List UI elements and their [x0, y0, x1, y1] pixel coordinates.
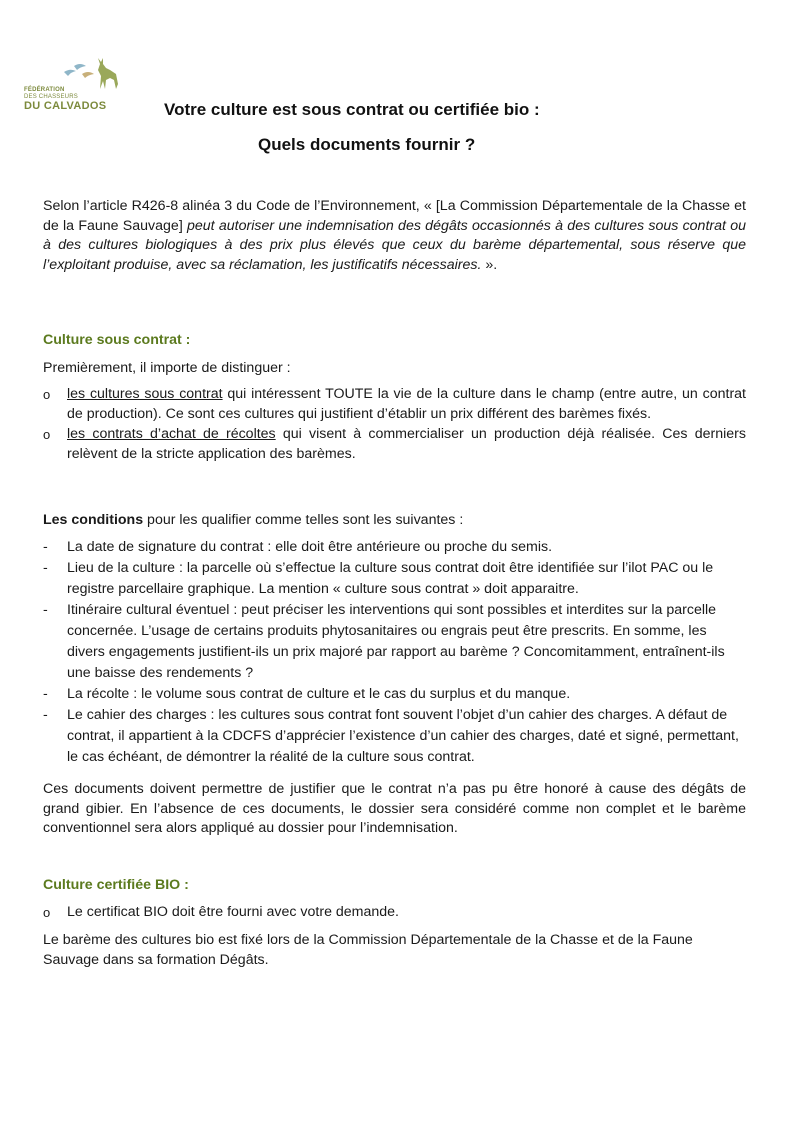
intro-quote-italic: peut autoriser une indemnisation des dégâts occasionnés à des cultures sous contrat ou à des cultures biologiques à des prix plus élevés que ceux du barème départemental, sous réserve que l’exploitant produise, avec sa réclamation, les justificatifs nécessaires.: [43, 217, 746, 273]
list-item: [43, 902, 746, 923]
circle-bullet: o: [43, 427, 51, 442]
page-title-line-1: Votre culture est sous contrat ou certifiée bio :: [164, 100, 540, 119]
condition-text: Lieu de la culture : la parcelle où s’effectue la culture sous contrat doit être identifiée sur l’ilot PAC ou le registre parcellaire graphique. La mention « culture sous contrat » doit apparaitre.: [67, 560, 714, 597]
conditions-bold: Les conditions: [43, 512, 144, 528]
logo-line-3: DU CALVADOS: [24, 100, 107, 112]
list-item: [43, 705, 746, 768]
deer-and-birds-icon: [60, 56, 120, 90]
section-heading-bio: Culture certifiée BIO :: [43, 877, 189, 893]
list-item: [43, 425, 746, 464]
condition-text: Itinéraire cultural éventuel : peut préciser les interventions qui sont possibles et interdites sur la parcelle concernée. L’usage de certains produits phytosanitaires ou engrais peut être prescrits. En somme, les divers engagements justifient-ils un prix majoré par rapport au barème ? Concomitamment, entraînent-ils une baisse des rendements ?: [67, 602, 725, 681]
circle-bullet: o: [43, 387, 51, 402]
circle-bullet: o: [43, 905, 51, 920]
contract-closing-paragraph: Ces documents doivent permettre de justifier que le contrat n’a pas pu être honoré à cause des dégâts de grand gibier. En l’absence de ces documents, le dossier sera considéré comme non complet et le barème conventionnel sera alors appliqué au dossier pour l’indemnisation.: [43, 781, 746, 836]
conditions-rest: pour les qualifier comme telles sont les suivantes :: [143, 512, 464, 528]
dash-bullet: -: [43, 602, 48, 618]
dash-bullet: -: [43, 707, 48, 723]
dash-bullet: -: [43, 560, 48, 576]
list-item: [43, 537, 746, 558]
dash-bullet: -: [43, 686, 48, 702]
section-heading-contract: Culture sous contrat :: [43, 332, 191, 348]
conditions-list: [43, 537, 746, 768]
list-item: [43, 385, 746, 424]
intro-paragraph: [43, 197, 746, 275]
list-item-text: qui intéressent TOUTE la vie de la culture dans le champ (entre autre, un contrat de production). Ce sont ces cultures qui justifient d’établir un prix différent des barèmes fixés.: [67, 386, 747, 422]
list-item: [43, 684, 746, 705]
federation-logo: [22, 56, 122, 116]
list-item-underlined: les cultures sous contrat: [67, 386, 223, 402]
bio-list: [43, 902, 746, 923]
condition-text: La date de signature du contrat : elle doit être antérieure ou proche du semis.: [67, 539, 553, 555]
condition-text: Le cahier des charges : les cultures sous contrat font souvent l’objet d’un cahier des charges. A défaut de contrat, il appartient à la CDCFS d’apprécier l’existence d’un cahier des charges, daté et signé, permettant, le cas échéant, de démontrer la réalité de la culture sous contrat.: [67, 707, 739, 765]
list-item: [43, 600, 746, 684]
intro-text-end: ».: [481, 256, 498, 273]
bio-item-text: Le certificat BIO doit être fourni avec votre demande.: [67, 904, 399, 920]
conditions-intro: [43, 511, 746, 531]
list-item: [43, 558, 746, 600]
page-title-line-2: Quels documents fournir ?: [258, 135, 476, 154]
logo-line-2: DES CHASSEURS: [24, 94, 78, 100]
condition-text: La récolte : le volume sous contrat de culture et le cas du surplus et du manque.: [67, 686, 571, 702]
list-item-text: qui visent à commercialiser un production déjà réalisée. Ces derniers relèvent de la stricte application des barèmes.: [67, 426, 746, 462]
dash-bullet: -: [43, 539, 48, 555]
section-lead: Premièrement, il importe de distinguer :: [43, 360, 291, 376]
logo-line-1: FÉDÉRATION: [24, 87, 65, 93]
list-item-underlined: les contrats d’achat de récoltes: [67, 426, 276, 442]
contract-type-list: [43, 385, 746, 464]
intro-text-start: Selon l’article R426-8 alinéa 3 du Code de l’Environnement, « [La Commission Départementale de la Chasse et de la Faune Sauvage]: [43, 198, 746, 234]
bio-closing-paragraph: Le barème des cultures bio est fixé lors de la Commission Départementale de la Chasse et de la Faune Sauvage dans sa formation Dégâts.: [43, 932, 693, 968]
